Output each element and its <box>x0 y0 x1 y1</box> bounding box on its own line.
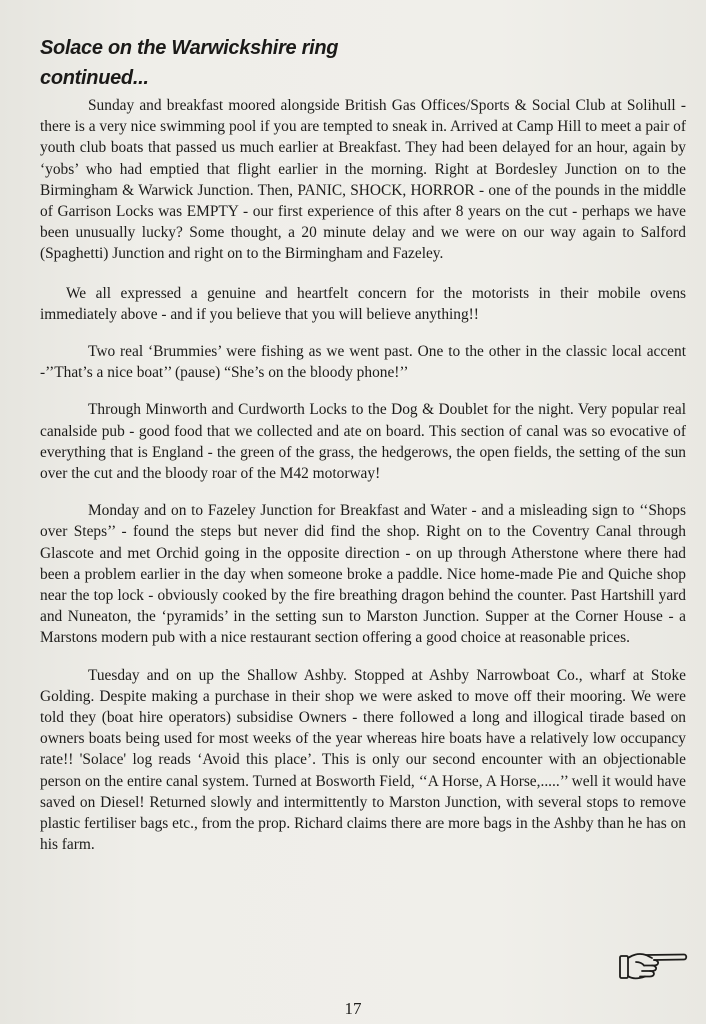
paragraph-motorists: We all expressed a genuine and heartfelt concern for the motorists in their mobile ovens immediately above - and if you believe that you will believe anything!! <box>40 284 686 323</box>
paragraph-sunday: Sunday and breakfast moored alongside British Gas Offices/Sports & Social Club at Solihull - there is a very nice swimming pool if you are tempted to sneak in. Arrived at Camp Hill to meet a pair of youth club boats that passed us much earlier at Breakfast. They had been delayed for an hour, again by ‘yobs’ who had emptied that flight earlier in the morning. Right at Bordesley Junction on to the Birmingham & Warwick Junction. Then, PANIC, SHOCK, HORROR - one of the pounds in the middle of Garrison Locks was EMPTY - our first experience of this after 8 years on the cut - perhaps we have been unusually lucky? Some thought, a 20 minute delay and we were on our way again to Salford (Spaghetti) Junction and right on to the Birmingham and Fazeley. <box>40 97 686 263</box>
article-title <box>40 33 338 93</box>
article-title-line2: continued... <box>40 67 149 89</box>
article-body <box>40 95 686 856</box>
paragraph-brummies: Two real ‘Brummies’ were fishing as we went past. One to the other in the classic local accent -’’That’s a nice boat’’ (pause) “She’s on the bloody phone!’’ <box>40 343 686 382</box>
page-number: 17 <box>344 999 362 1018</box>
paragraph-minworth: Through Minworth and Curdworth Locks to the Dog & Doublet for the night. Very popular real canalside pub - good food that we collected and ate on board. This section of canal was so evocative of everything that is England - the green of the grass, the hedgerows, the open fields, the setting of the sun over the cut and the bloody roar of the M42 motorway! <box>40 401 686 483</box>
article-title-line1: Solace on the Warwickshire ring <box>40 37 339 59</box>
paragraph-monday: Monday and on to Fazeley Junction for Breakfast and Water - and a misleading sign to ‘‘Shops over Steps’’ - found the steps but never did find the shop. Right on to the Coventry Canal through Glascote and met Orchid going in the opposite direction - on up through Atherstone where there had been a problem earlier in the day when someone broke a paddle. Nice home-made Pie and Quiche shop near the top lock - obviously cooked by the fire breathing dragon behind the counter. Past Hartshill yard and Nuneaton, the ‘pyramids’ in the setting sun to Marston Junction. Supper at the Corner House - a Marstons modern pub with a nice restaurant section offering a good choice at reasonable prices. <box>40 502 686 647</box>
pointing-hand-icon <box>618 946 690 986</box>
paragraph-tuesday: Tuesday and on up the Shallow Ashby. Stopped at Ashby Narrowboat Co., wharf at Stoke Golding. Despite making a purchase in their shop we were asked to move off their mooring. We were told they (boat hire operators) subsidise Owners - there followed a long and illogical tirade based on owners boats being used for most weeks of the year whereas hire boats have a relatively low occupancy rate!! 'Solace' log reads ‘Avoid this place’. This is only our second encounter with an objectionable person on the entire canal system. Turned at Bosworth Field, ‘‘A Horse, A Horse,.....’’ well it would have saved on Diesel! Returned slowly and intermittently to Marston Junction, with several stops to remove plastic fertiliser bags etc., from the prop. Richard claims there are more bags in the Ashby than he has on his farm. <box>40 666 686 854</box>
